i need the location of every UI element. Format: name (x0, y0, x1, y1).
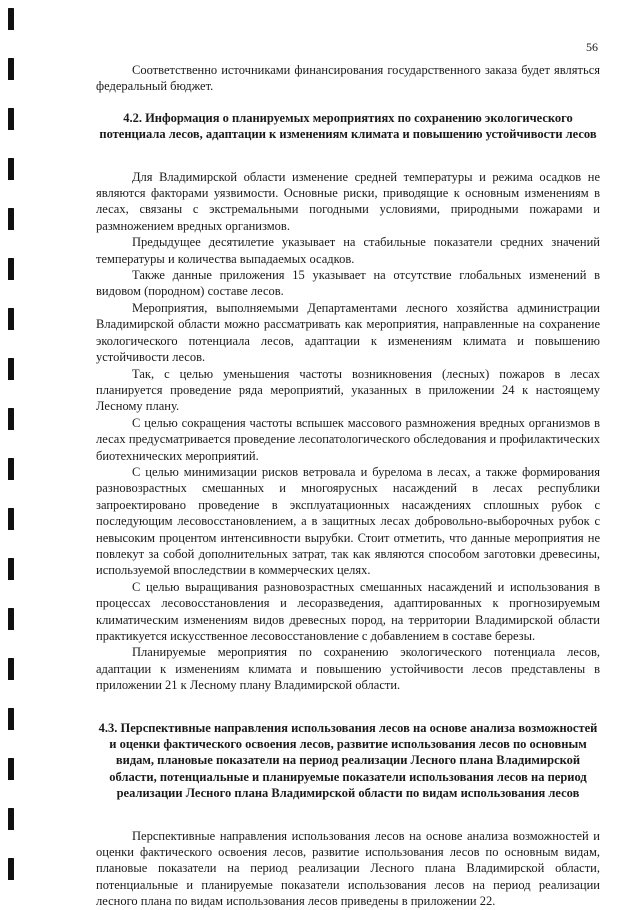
binding-ring (8, 8, 14, 30)
section-paragraph: С целью сокращения частоты вспышек массового размножения вредных организмов в лесах предусматривается проведение лесопатологического обследования и профилактических биотехнических мероприятий. (96, 415, 600, 463)
page-number: 56 (586, 40, 598, 54)
section-heading-4-2: 4.2. Информация о планируемых мероприятиях по сохранению экологического потенциала лесов, адаптации к изменениям климата и повышению устойчивости лесов (99, 110, 597, 142)
section-heading-4-3: 4.3. Перспективные направления использования лесов на основе анализа возможностей и оценки фактического освоения лесов, развитие использования лесов по основным видам, плановые показатели на период реализации Лесного плана Владимирской области, потенциальные и планируемые показатели использования лесов на период реализации Лесного плана Владимирской области по видам использования лесов (98, 720, 598, 801)
binding-ring (8, 658, 14, 680)
binding-ring (8, 558, 14, 580)
binding-ring (8, 208, 14, 230)
section-paragraph: Планируемые мероприятия по сохранению экологического потенциала лесов, адаптации к изменениям климата и повышению устойчивости лесов представлены в приложении 21 к Лесному плану Владимирской области. (96, 645, 600, 693)
binding-ring (8, 458, 14, 480)
binding-ring (8, 508, 14, 530)
binding-ring (8, 708, 14, 730)
binding-ring (8, 158, 14, 180)
binding-ring (8, 808, 14, 830)
section-paragraph: Так, с целью уменьшения частоты возникновения (лесных) пожаров в лесах планируется проведение ряда мероприятий, указанных в приложении 24 к настоящему Лесному плану. (96, 366, 600, 414)
section-paragraph: Для Владимирской области изменение средней температуры и режима осадков не являются факторами уязвимости. Основные риски, приводящие к основным изменениям в лесах, связаны с экстремальными погодными условиями, природными пожарами и размножением вредных организмов. (96, 169, 600, 233)
binding-ring (8, 858, 14, 880)
section-paragraph: С целью выращивания разновозрастных смешанных насаждений и использования в процессах лесовосстановления и лесоразведения, адаптированных к прогнозируемым климатическим изменениям видов древесных пород, на территории Владимирской области практикуется искусственное лесовосстановление с добавлением в составе березы. (96, 579, 600, 643)
binding-ring (8, 408, 14, 430)
document-body (96, 62, 600, 910)
binding-ring (8, 308, 14, 330)
binding-ring (8, 758, 14, 780)
binding-ring (8, 608, 14, 630)
intro-paragraph: Соответственно источниками финансирования государственного заказа будет являться федеральный бюджет. (96, 63, 600, 94)
section-paragraph: С целью минимизации рисков ветровала и бурелома в лесах, а также формирования разновозрастных смешанных и многоярусных насаждений в лесах республики запроектировано проведение в эксплуатационных насаждениях сплошных рубок с последующим лесовосстановлением, а в защитных лесах добровольно-выборочных рубок с невысоким процентом интенсивности вырубки. Стоит отметить, что данные мероприятия не повлекут за собой дополнительных затрат, так как являются способом заготовки древесины, используемой впоследствии в коммерческих целях. (96, 464, 600, 578)
binding-ring (8, 58, 14, 80)
section-paragraph: Мероприятия, выполняемыми Департаментами лесного хозяйства администрации Владимирской области можно рассматривать как мероприятия, направленные на сохранение экологического потенциала лесов, адаптации к изменениям климата и повышению устойчивости лесов. (96, 300, 600, 365)
binding-ring (8, 258, 14, 280)
section-paragraph: Перспективные направления использования лесов на основе анализа возможностей и оценки фактического освоения лесов, развитие использования лесов по основным видам, плановые показатели на период реализации Лесного плана Владимирской области, потенциальные и планируемые показатели использования лесов на период реализации лесного плана по видам использования лесов приведены в приложении 22. (96, 828, 600, 909)
binding-rings (4, 0, 22, 905)
section-paragraph: Предыдущее десятилетие указывает на стабильные показатели средних значений температуры и количества выпадаемых осадков. (96, 235, 600, 266)
section-paragraph: Также данные приложения 15 указывает на отсутствие глобальных изменений в видовом (породном) составе лесов. (96, 268, 600, 299)
binding-ring (8, 358, 14, 380)
binding-ring (8, 108, 14, 130)
